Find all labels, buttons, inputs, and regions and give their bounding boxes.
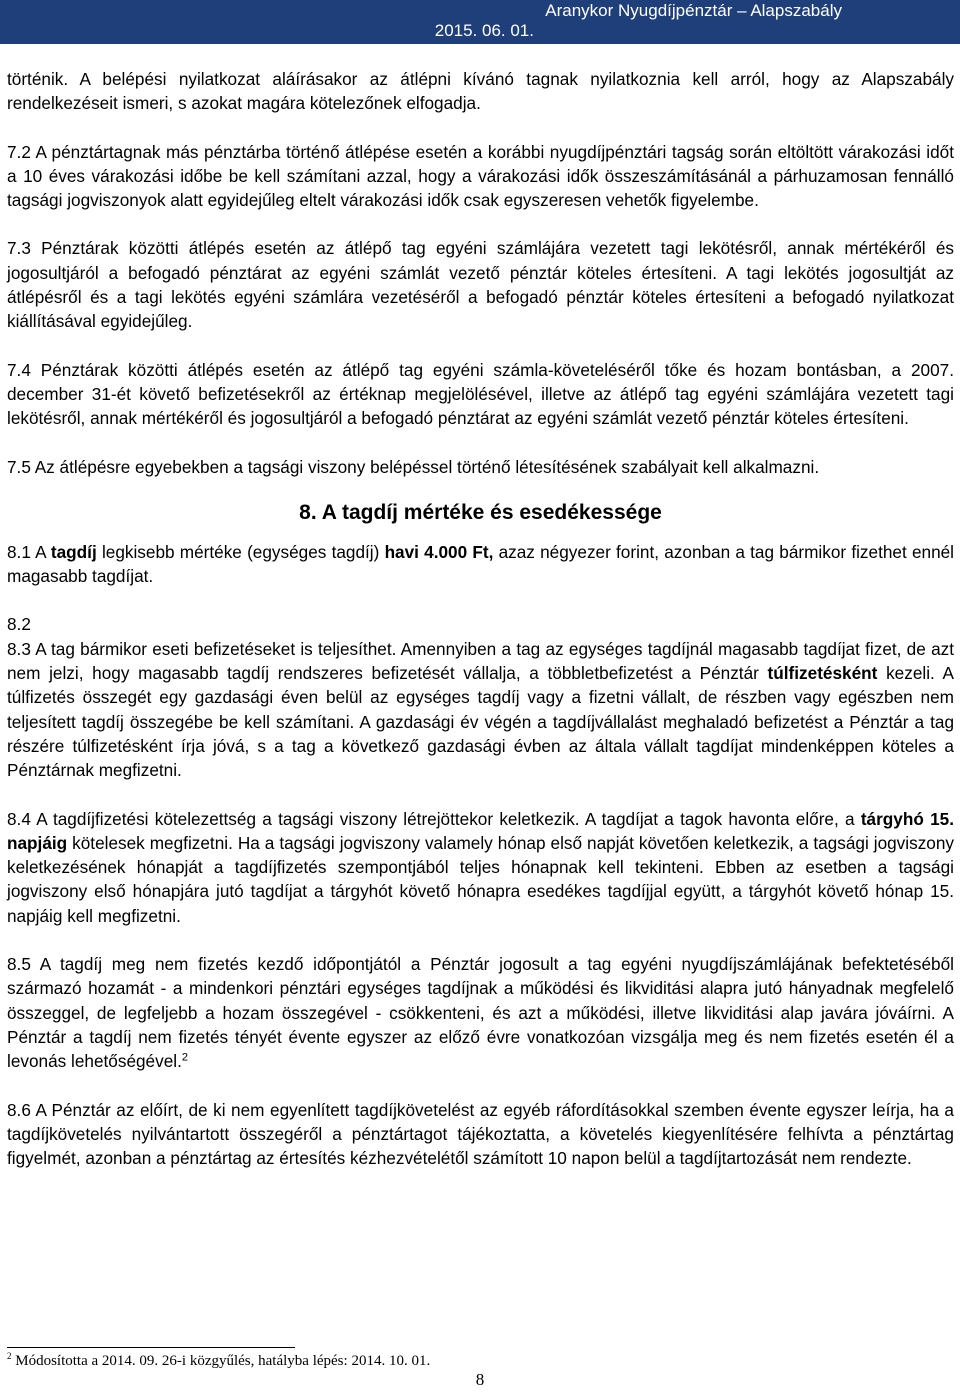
document-body <box>7 67 954 1170</box>
paragraph-8-6: 8.6 A Pénztár az előírt, de ki nem egyenlített tagdíjkövetelést az egyéb ráfordításokkal szemben évente egyszer leírja, ha a tagdíjkövetelés nyilvántartott összegéről a pénztártagot tájékoztatta, a követelés kiegyenlítésére felhívta a pénztártag figyelmét, azonban a pénztártag az értesítés kézhezvételétől számított 10 napon belül a tagdíjtartozását nem rendezte. <box>7 1099 954 1169</box>
footnote-number: 2 <box>7 1351 12 1361</box>
paragraph-8-1: 8.1 A tagdíj legkisebb mértéke (egységes tagdíj) havi 4.000 Ft, azaz négyezer forint, azonban a tag bármikor fizethet ennél magasabb tagdíjat. <box>7 541 954 587</box>
paragraph-8-5: 8.5 A tagdíj meg nem fizetés kezdő időpontjától a Pénztár jogosult a tag egyéni nyugdíjszámlájának befektetéséből származó hozamát - a mindenkori pénztári egységes tagdíjnak a működési és likviditási alapra jutó hányadnak megfelelő összeggel, de legfeljebb a hozam összegével - csökkenteni, és azt a működési, illetve likviditási alap javára jóváírni. A Pénztár a tagdíj nem fizetés tényét évente egyszer az előző évre vonatkozóan vizsgálja meg és nem fizetés esetén él a levonás lehetőségével.$^2$ <box>7 954 954 1072</box>
footnote-separator <box>7 1347 295 1348</box>
paragraph-8-3: 8.3 A tag bármikor eseti befizetéseket is teljesíthet. Amennyiben a tag az egységes tagdíjnál magasabb tagdíjat fizet, de azt nem jelzi, hogy magasabb tagdíj rendszeres befizetését vállalja, a többletbefizetést a Pénztár túlfizetésként kezeli. A túlfizetés összegét egy gazdasági éven belül az egységes tagdíj vagy a fizetni vállalt, de részben vagy egészben nem teljesített tagdíj összegébe be kell számítani. A gazdasági év végén a tagdíjvállalást meghaladó befizetést a Pénztár a tag részére túlfizetésként írja jóvá, s a tag a következő gazdasági évben az általa vállalt tagdíjat mindenképpen köteles a Pénztárnak megfizetni. <box>7 638 954 781</box>
paragraph-continuation: történik. A belépési nyilatkozat aláírásakor az átlépni kívánó tagnak nyilatkoznia kell arról, hogy az Alapszabály rendelkezéseit ismeri, s azokat magára kötelezőnek elfogadja. <box>7 69 954 114</box>
footnote <box>7 1351 430 1371</box>
paragraph-7-4: 7.4 Pénztárak közötti átlépés esetén az átlépő tag egyéni számla-követeléséről tőke és hozam bontásban, a 2007. december 31-ét követő befizetésekről az értéknap megjelölésével, illetve az átlépő tag egyéni számlájára vezetett tagi lekötésről, annak mértékéről és jogosultjáról a befogadó pénztárat az egyéni számlát vezető pénztár köteles értesíteni. <box>7 359 954 429</box>
section-heading-8: 8. A tagdíj mértéke és esedékessége <box>299 500 662 524</box>
paragraph-8-4: 8.4 A tagdíjfizetési kötelezettség a tagsági viszony létrejöttekor keletkezik. A tagdíjat a tagok havonta előre, a tárgyhó 15. napjáig kötelesek megfizetni. Ha a tagsági jogviszony valamely hónap első napját követően keletkezik, a tagsági jogviszony keletkezésének hónapját a tagdíjfizetés szempontjából teljes hónapnak kell tekinteni. Ebben az esetben a tagsági jogviszony első hónapjára jutó tagdíjat a tárgyhót követő hónapra esedékes tagdíjjal együtt, a tárgyhót követő hónap 15. napjáig kell megfizetni. <box>7 808 954 926</box>
paragraph-7-5: 7.5 Az átlépésre egyebekben a tagsági viszony belépéssel történő létesítésének szabályait kell alkalmazni. <box>7 456 820 477</box>
paragraph-8-2: 8.2 <box>7 614 31 635</box>
footnote-reference: 2 <box>181 1051 188 1064</box>
header-title: Aranykor Nyugdíjpénztár – Alapszabály <box>545 1 842 20</box>
paragraph-7-2: 7.2 A pénztártagnak más pénztárba történő átlépése esetén a korábbi nyugdíjpénztári tagság során eltöltött várakozási időt a 10 éves várakozási időbe be kell számítani azzal, hogy a várakozási idők összeszámításánál a párhuzamosan fennálló tagsági jogviszonyok alatt egyidejűleg eltelt várakozási idők csak egyszeresen vehetők figyelembe. <box>7 141 954 211</box>
page-number: 8 <box>475 1370 485 1389</box>
footnote-text: Módosította a 2014. 09. 26-i közgyűlés, hatályba lépés: 2014. 10. 01. <box>11 1353 431 1369</box>
paragraph-7-3: 7.3 Pénztárak közötti átlépés esetén az átlépő tag egyéni számlájára vezetett tagi lekötésről, annak mértékéről és jogosultjáról a befogadó pénztárat az egyéni számlát vezető pénztár köteles értesíteni. A tagi lekötés jogosultját az átlépésről és a tagi lekötés egyéni számlára vezetéséről a befogadó pénztár köteles értesíteni a befogadó nyilatkozat kiállításával egyidejűleg. <box>7 238 954 332</box>
header-date: 2015. 06. 01. <box>434 21 534 40</box>
page-header <box>0 0 960 44</box>
